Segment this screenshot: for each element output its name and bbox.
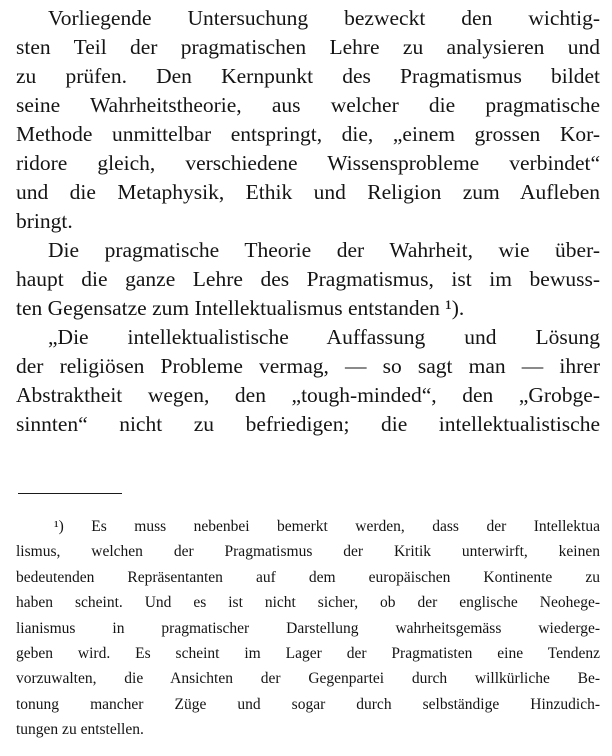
footnote-line-5: lianismus in pragmatischer Darstellung wahrheitsgemäss wiederge- — [16, 619, 600, 637]
paragraph-3-line-1: „Die intellektualistische Auffassung und Lösung — [48, 325, 600, 349]
footnote-line-9: tungen zu entstellen. — [16, 721, 144, 739]
footnote — [16, 514, 600, 743]
paragraph-1-line-2: sten Teil der pragmatischen Lehre zu analysieren und — [16, 35, 600, 59]
footnote-line-1: ¹) Es muss nebenbei bemerkt werden, dass der Intellektua — [54, 518, 600, 535]
footnote-line-3: bedeutenden Repräsentanten auf dem europäischen Kontinente zu — [16, 568, 600, 586]
paragraph-1-line-3: zu prüfen. Den Kernpunkt des Pragmatismus bildet — [16, 64, 600, 88]
paragraph-1-line-6: ridore gleich, verschiedene Wissensprobleme verbindet“ — [16, 151, 600, 175]
footnote-separator — [18, 493, 122, 494]
footnote-line-4: haben scheint. Und es ist nicht sicher, ob der englische Neohege- — [16, 594, 600, 612]
main-text — [16, 4, 600, 439]
paragraph-1-line-1: Vorliegende Untersuchung bezweckt den wichtig- — [48, 6, 600, 30]
paragraph-3-line-2: der religiösen Probleme vermag, — so sagt man — ihrer — [16, 354, 600, 378]
footnote-line-2: lismus, welchen der Pragmatismus der Kritik unterwirft, keinen — [16, 543, 600, 561]
paragraph-1-line-5: Methode unmittelbar entspringt, die, „einem grossen Kor- — [16, 122, 600, 146]
paragraph-2-line-2: haupt die ganze Lehre des Pragmatismus, ist im bewuss- — [16, 267, 600, 291]
paragraph-2-line-1: Die pragmatische Theorie der Wahrheit, wie über- — [48, 238, 600, 262]
footnote-line-7: vorzuwalten, die Ansichten der Gegenpartei durch willkürliche Be- — [16, 670, 600, 688]
paragraph-3-line-4: sinnten“ nicht zu befriedigen; die intellektualistische — [16, 412, 600, 436]
footnote-line-6: geben wird. Es scheint im Lager der Pragmatisten eine Tendenz — [16, 644, 600, 662]
paragraph-1-line-8: bringt. — [16, 209, 73, 233]
paragraph-2-line-3: ten Gegensatze zum Intellektualismus entstanden ¹). — [16, 296, 465, 320]
paragraph-1-line-4: seine Wahrheitstheorie, aus welcher die pragmatische — [16, 93, 600, 117]
paragraph-1-line-7: und die Metaphysik, Ethik und Religion zum Aufleben — [16, 180, 600, 204]
paragraph-3-line-3: Abstraktheit wegen, den „tough-minded“, den „Grobge- — [16, 383, 600, 407]
footnote-line-8: tonung mancher Züge und sogar durch selbständige Hinzudich- — [16, 695, 600, 713]
